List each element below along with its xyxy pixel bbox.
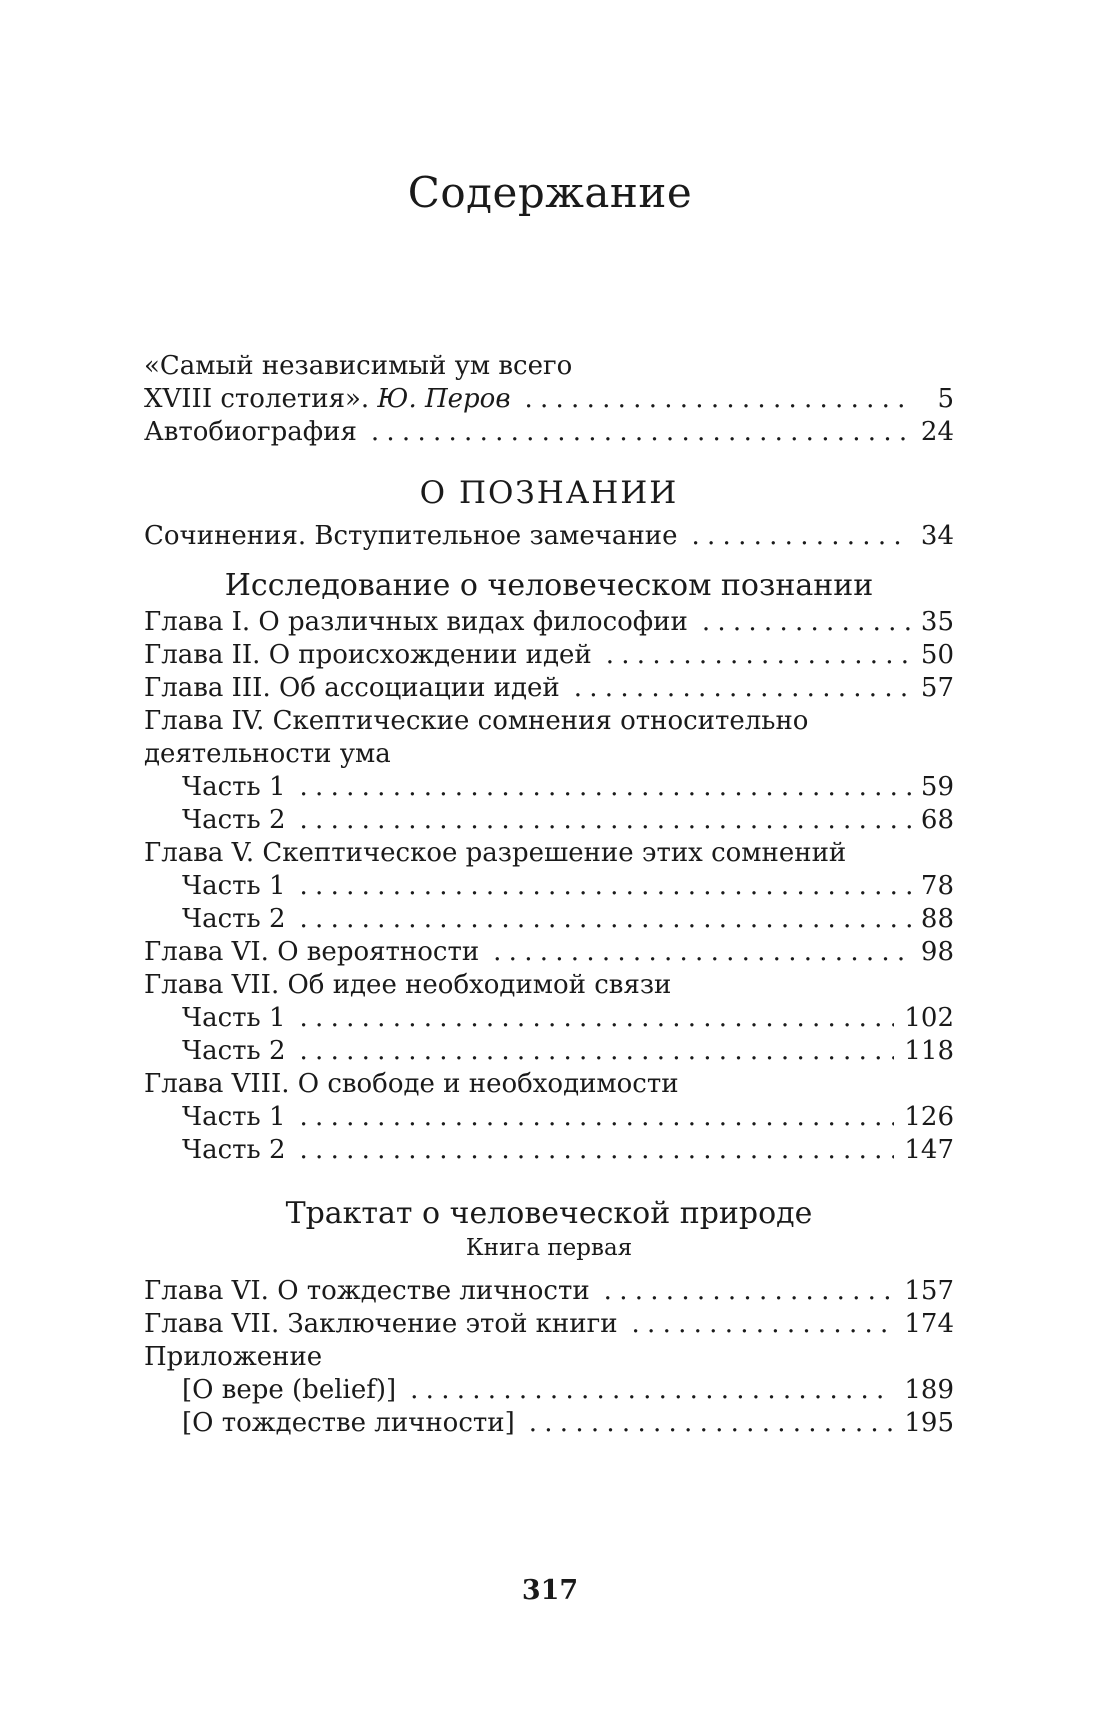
toc-entry-label: Глава VII. Заключение этой книги (144, 1309, 618, 1339)
toc-entry-part[interactable] (144, 1134, 954, 1167)
leader-dots (702, 606, 911, 639)
toc-entry-intro-line1: «Самый независимый ум всего (144, 351, 573, 381)
toc-entry-label: Часть 2 (182, 1135, 286, 1165)
page-number: 78 (920, 871, 954, 901)
toc-entry-part[interactable] (144, 1002, 954, 1035)
table-of-contents (144, 350, 954, 1440)
page-number: 57 (920, 673, 954, 703)
intro-title-end: XVIII столетия». (144, 384, 370, 414)
toc-entry-label: Глава III. Об ассоциации идей (144, 673, 560, 703)
part-title: О ПОЗНАНИИ (419, 475, 679, 511)
leader-dots (691, 520, 910, 553)
toc-chapter-heading: Глава VIII. О свободе и необходимости (144, 1069, 679, 1099)
page-number: 68 (920, 805, 954, 835)
toc-entry-label: Сочинения. Вступительное замечание (144, 521, 678, 551)
page-number: 126 (904, 1102, 954, 1132)
page-number: 157 (904, 1276, 954, 1306)
leader-dots (371, 416, 911, 449)
toc-entry-label: Часть 2 (182, 904, 286, 934)
leader-dots (604, 1275, 895, 1308)
page-number: 98 (920, 937, 954, 967)
book-subtitle: Книга первая (465, 1235, 633, 1261)
toc-entry-part[interactable] (144, 1101, 954, 1134)
toc-entry-label: Часть 2 (182, 1036, 286, 1066)
leader-dots (300, 804, 911, 837)
leader-dots (300, 1134, 895, 1167)
toc-entry-label: Часть 1 (182, 772, 286, 802)
toc-entry-part[interactable] (144, 771, 954, 804)
leader-dots (632, 1308, 895, 1341)
toc-entry-chapter[interactable] (144, 936, 954, 969)
page-number: 147 (904, 1135, 954, 1165)
toc-entry-label: Часть 1 (182, 871, 286, 901)
toc-entry-part[interactable] (144, 1035, 954, 1068)
page-number: 118 (904, 1036, 954, 1066)
page-number: 24 (920, 417, 954, 447)
leader-dots (300, 903, 911, 936)
toc-appendix-heading: Приложение (144, 1342, 323, 1372)
section-title-treatise: Трактат о человеческой природе (285, 1196, 813, 1231)
toc-entry-label: Глава VI. О тождестве личности (144, 1276, 590, 1306)
leader-dots (300, 870, 911, 903)
page-number: 174 (904, 1309, 954, 1339)
toc-entry-label: [О вере (belief)] (182, 1375, 397, 1405)
leader-dots (300, 1035, 895, 1068)
author-name: Ю. Перов (377, 384, 511, 414)
toc-entry-chapter[interactable] (144, 606, 954, 639)
page-number: 50 (920, 640, 954, 670)
toc-chapter-heading: деятельности ума (144, 739, 391, 769)
leader-dots (300, 1002, 895, 1035)
toc-entry-chapter[interactable] (144, 1275, 954, 1308)
toc-entry-part[interactable] (144, 804, 954, 837)
leader-dots (300, 771, 911, 804)
page-title: Содержание (407, 168, 693, 217)
toc-entry-label: Часть 1 (182, 1102, 286, 1132)
toc-entry-label (144, 383, 510, 416)
leader-dots (524, 383, 914, 416)
toc-entry-foreword[interactable] (144, 520, 954, 553)
leader-dots (606, 639, 911, 672)
page-number: 34 (920, 521, 954, 551)
page-number: 35 (920, 607, 954, 637)
toc-entry-chapter[interactable] (144, 1308, 954, 1341)
toc-entry-label: Глава II. О происхождении идей (144, 640, 592, 670)
toc-chapter-heading: Глава IV. Скептические сомнения относительно (144, 706, 809, 736)
leader-dots (493, 936, 911, 969)
toc-entry-label: Часть 1 (182, 1003, 286, 1033)
page-number: 195 (904, 1408, 954, 1438)
page-number: 189 (904, 1375, 954, 1405)
toc-entry-label: Автобиография (144, 417, 357, 447)
page-number: 59 (920, 772, 954, 802)
section-title-inquiry: Исследование о человеческом познании (224, 568, 874, 603)
toc-entry-appendix-item[interactable] (144, 1374, 954, 1407)
leader-dots (529, 1407, 895, 1440)
toc-entry-intro[interactable] (144, 383, 954, 416)
toc-entry-label: Глава I. О различных видах философии (144, 607, 688, 637)
toc-entry-chapter[interactable] (144, 672, 954, 705)
leader-dots (300, 1101, 895, 1134)
toc-chapter-heading: Глава V. Скептическое разрешение этих сомнений (144, 838, 847, 868)
toc-entry-label: Глава VI. О вероятности (144, 937, 480, 967)
toc-entry-label: [О тождестве личности] (182, 1408, 515, 1438)
toc-chapter-heading: Глава VII. Об идее необходимой связи (144, 970, 672, 1000)
toc-entry-autobiography[interactable] (144, 416, 954, 449)
page-number: 5 (937, 384, 954, 414)
page-number: 88 (920, 904, 954, 934)
page-folio-number: 317 (521, 1575, 579, 1606)
leader-dots (410, 1374, 894, 1407)
toc-entry-part[interactable] (144, 903, 954, 936)
page-number: 102 (904, 1003, 954, 1033)
toc-entry-label: Часть 2 (182, 805, 286, 835)
toc-entry-part[interactable] (144, 870, 954, 903)
leader-dots (574, 672, 911, 705)
toc-entry-appendix-item[interactable] (144, 1407, 954, 1440)
toc-entry-chapter[interactable] (144, 639, 954, 672)
